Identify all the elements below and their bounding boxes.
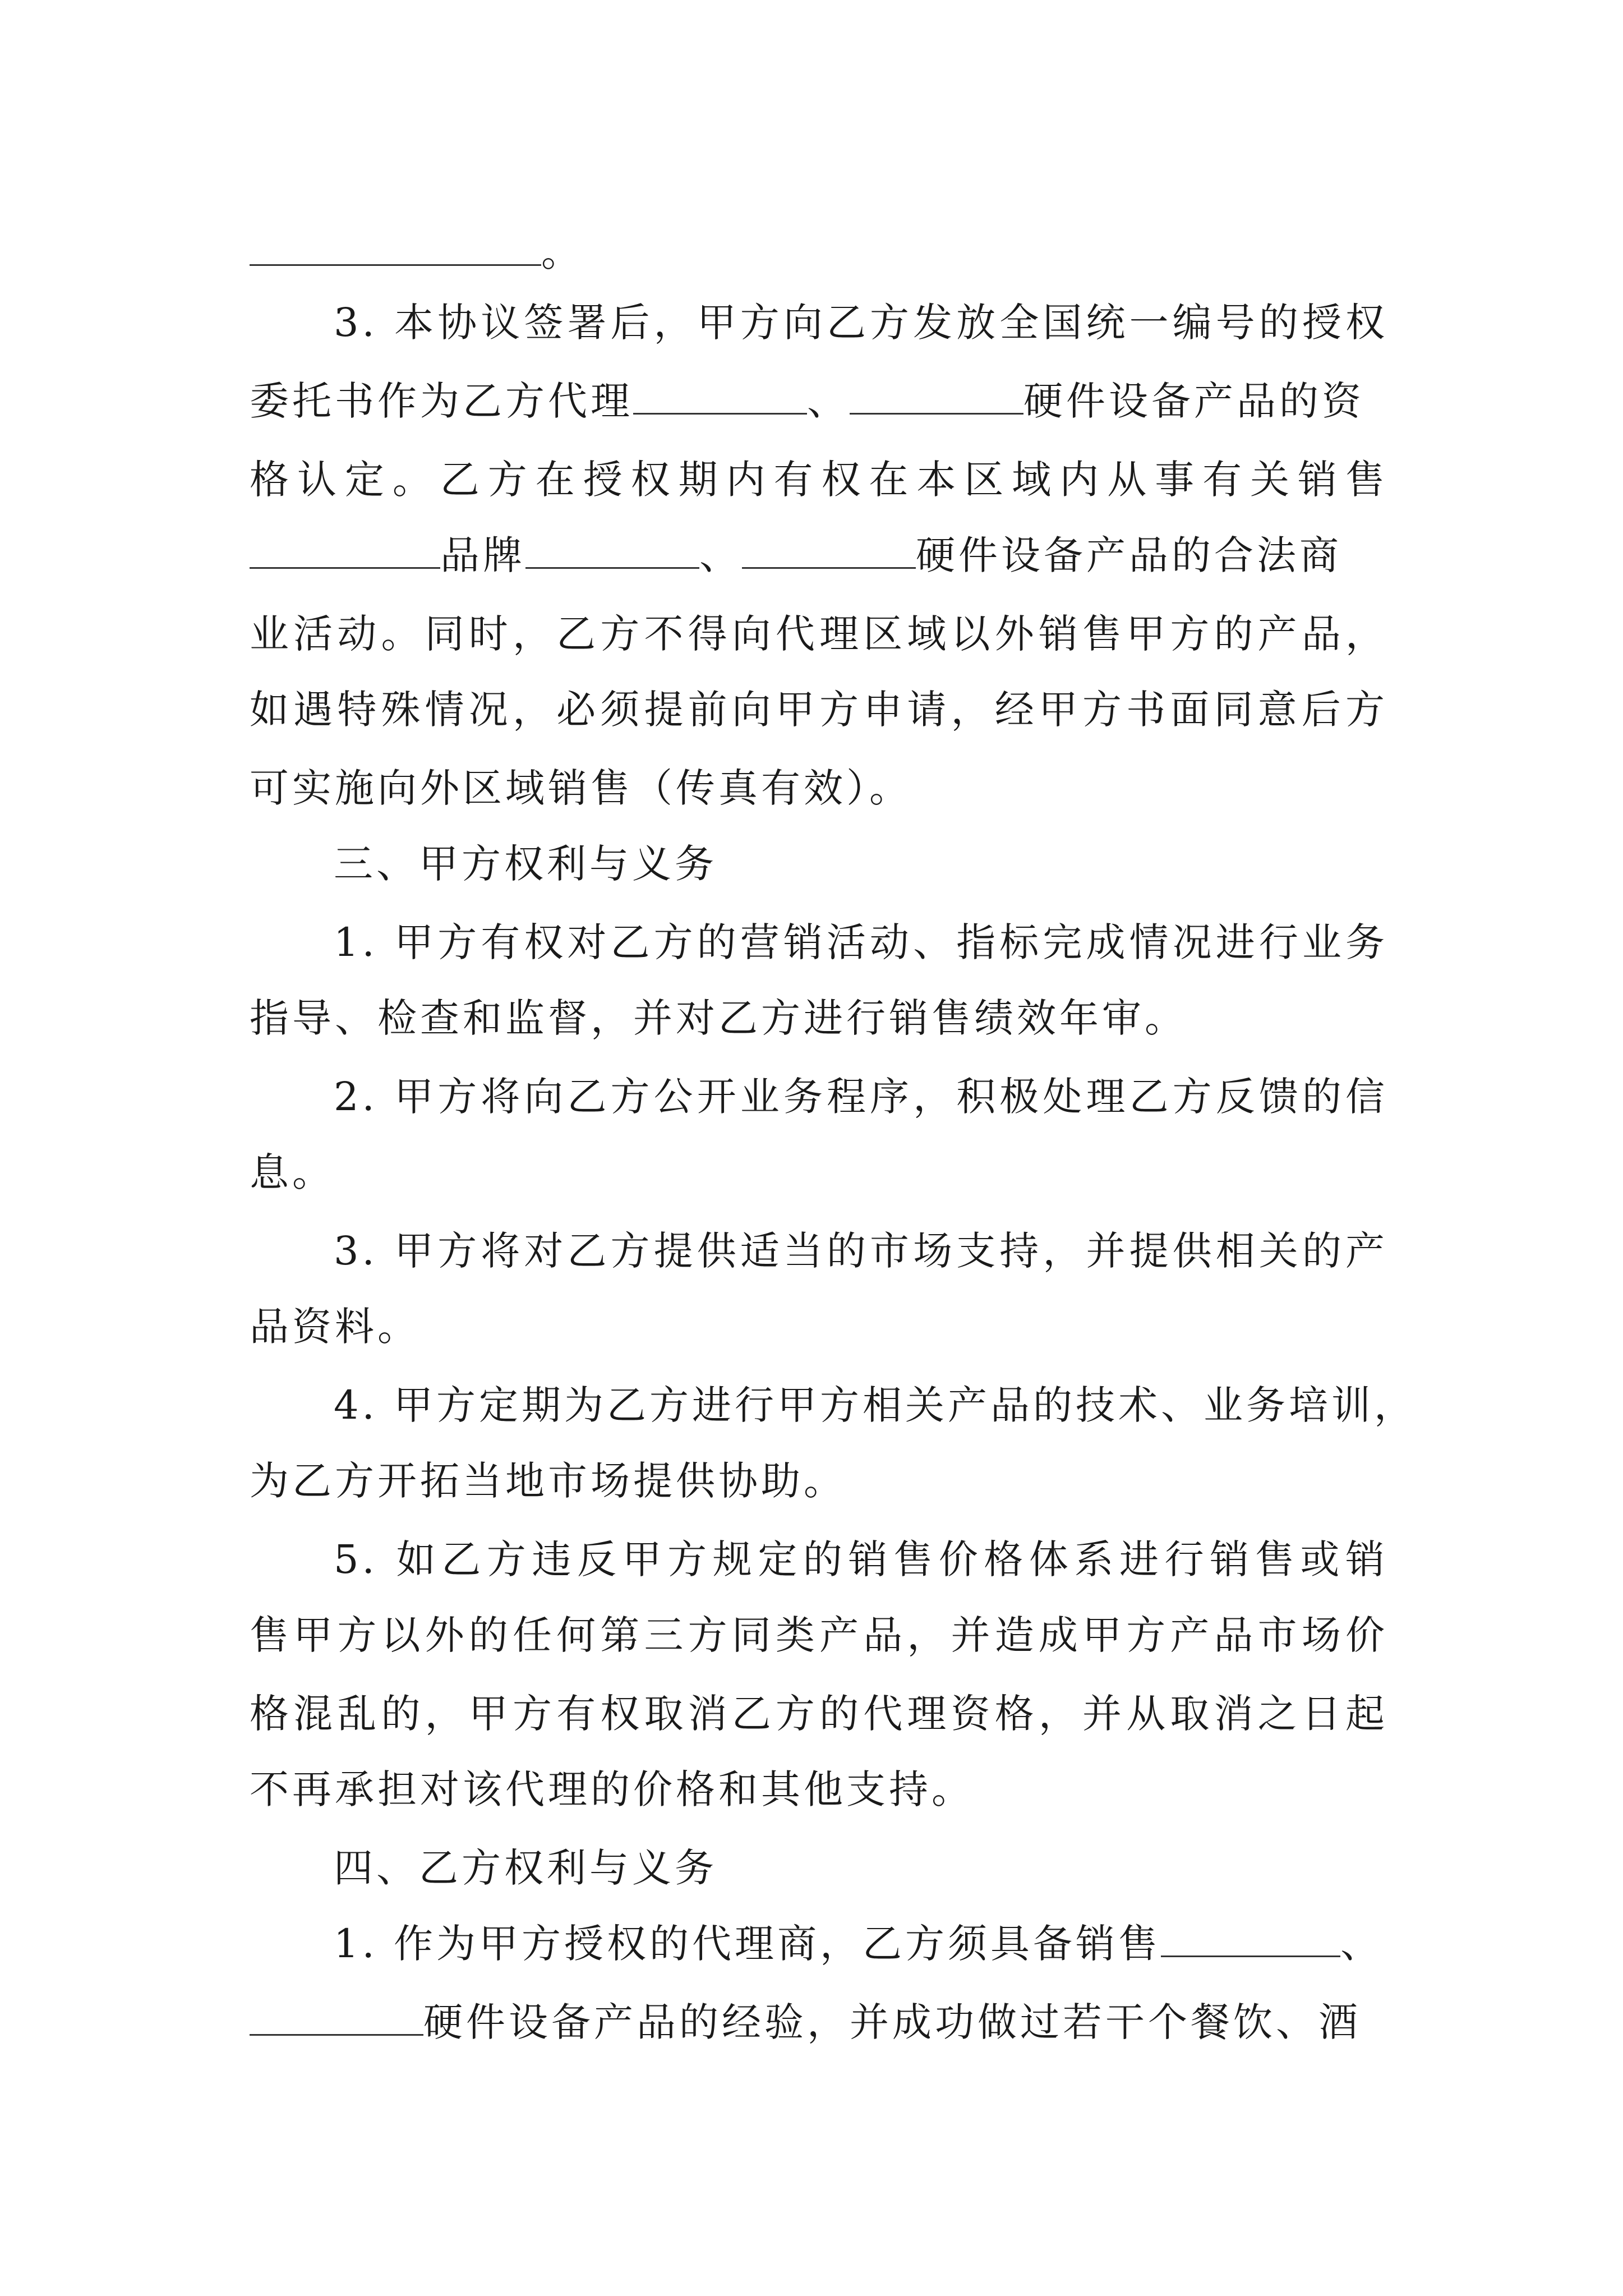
fill-in-blank[interactable] <box>850 380 1023 415</box>
text-segment: 三、甲方权利与义务 <box>334 841 717 887</box>
text-line <box>250 603 1388 665</box>
text-segment: 1. 甲方有权对乙方的营销活动、指标完成情况进行业务 <box>334 919 1388 965</box>
fill-in-blank[interactable] <box>525 535 699 569</box>
text-line <box>250 1142 1388 1203</box>
section-heading <box>334 1837 1388 1899</box>
text-line <box>250 987 1388 1049</box>
text-segment: 可实施向外区域销售（传真有效）。 <box>250 765 912 811</box>
section-heading <box>334 833 1388 895</box>
text-line <box>250 1991 1388 2053</box>
paragraph-first-line <box>334 292 1388 353</box>
fill-in-blank[interactable] <box>742 535 916 569</box>
text-line <box>250 1604 1388 1666</box>
text-segment: 委托书作为乙方代理 <box>250 378 633 424</box>
text-segment: 、 <box>699 532 742 578</box>
text-segment: 四、乙方权利与义务 <box>334 1845 717 1891</box>
text-segment: 5. 如乙方违反甲方规定的销售价格体系进行销售或销 <box>334 1536 1388 1582</box>
text-segment: 2. 甲方将向乙方公开业务程序，积极处理乙方反馈的信 <box>334 1074 1388 1120</box>
text-segment: 格认定。乙方在授权期内有权在本区域内从事有关销售 <box>250 457 1388 503</box>
text-line <box>250 222 1388 283</box>
text-segment: 。 <box>541 229 584 275</box>
text-line <box>250 679 1388 740</box>
text-line <box>250 1450 1388 1512</box>
paragraph-first-line <box>334 1374 1417 1436</box>
text-segment: 业活动。同时，乙方不得向代理区域以外销售甲方的产品， <box>250 611 1388 657</box>
text-segment: 3. 甲方将对乙方提供适当的市场支持，并提供相关的产 <box>334 1228 1388 1274</box>
text-segment: 硬件设备产品的资 <box>1023 378 1364 424</box>
text-segment: 4. 甲方定期为乙方进行甲方相关产品的技术、业务培训， <box>334 1382 1417 1428</box>
text-segment: 3. 本协议签署后，甲方向乙方发放全国统一编号的授权 <box>334 300 1388 346</box>
text-segment: 不再承担对该代理的价格和其他支持。 <box>250 1766 974 1812</box>
text-segment: 1. 作为甲方授权的代理商，乙方须具备销售 <box>334 1921 1161 1967</box>
text-segment: 格混乱的，甲方有权取消乙方的代理资格，并从取消之日起 <box>250 1691 1388 1737</box>
text-segment: 硬件设备产品的经验，并成功做过若干个餐饮、酒 <box>423 1999 1361 2045</box>
text-segment: 硬件设备产品的合法商 <box>916 532 1342 578</box>
text-segment: 品资料。 <box>250 1304 420 1350</box>
text-segment: 为乙方开拓当地市场提供协助。 <box>250 1458 846 1504</box>
text-segment: 如遇特殊情况，必须提前向甲方申请，经甲方书面同意后方 <box>250 687 1388 733</box>
text-segment: 售甲方以外的任何第三方同类产品，并造成甲方产品市场价 <box>250 1612 1388 1658</box>
text-line <box>250 757 1388 819</box>
fill-in-blank[interactable] <box>250 232 541 266</box>
text-line <box>250 524 1388 586</box>
text-segment: 息。 <box>250 1149 335 1195</box>
fill-in-blank[interactable] <box>250 535 440 569</box>
paragraph-first-line <box>334 1529 1388 1590</box>
fill-in-blank[interactable] <box>250 2001 423 2036</box>
fill-in-blank[interactable] <box>633 380 807 415</box>
text-segment: 指导、检查和监督，并对乙方进行销售绩效年审。 <box>250 995 1187 1041</box>
text-line <box>250 1759 1388 1820</box>
paragraph-first-line <box>334 1220 1388 1282</box>
fill-in-blank[interactable] <box>1161 1923 1340 1957</box>
text-segment: 品牌 <box>440 532 525 578</box>
paragraph-first-line <box>334 912 1388 973</box>
text-line <box>250 370 1388 432</box>
text-line <box>250 1296 1388 1358</box>
text-line <box>250 1683 1388 1745</box>
paragraph-first-line <box>334 1066 1388 1128</box>
paragraph-first-line <box>334 1913 1388 1975</box>
text-segment: 、 <box>1340 1921 1384 1967</box>
text-segment: 、 <box>807 378 850 424</box>
text-line <box>250 449 1388 510</box>
